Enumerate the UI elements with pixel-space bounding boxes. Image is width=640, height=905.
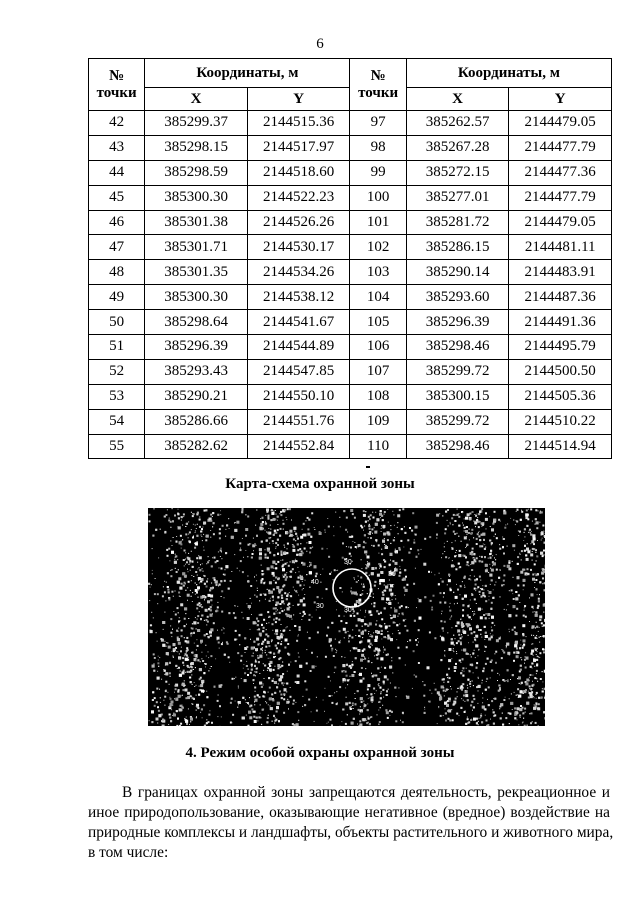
point-number-cell: 43: [89, 135, 145, 160]
point-number-cell: 55: [89, 434, 145, 459]
y-cell: 2144500.50: [509, 359, 612, 384]
map-image: [148, 508, 545, 726]
map-contour-label: 40: [311, 579, 319, 586]
point-number-cell: 50: [89, 310, 145, 335]
y-cell: 2144479.05: [509, 111, 612, 136]
point-number-cell: 54: [89, 409, 145, 434]
y-cell: 2144526.26: [247, 210, 350, 235]
point-number-cell: 47: [89, 235, 145, 260]
point-number-cell: 101: [350, 210, 406, 235]
table-row: [89, 260, 612, 285]
table-row: [89, 160, 612, 185]
y-cell: 2144477.79: [509, 185, 612, 210]
table-row: [89, 409, 612, 434]
y-cell: 2144530.17: [247, 235, 350, 260]
dash-mark: [366, 466, 370, 468]
y-cell: 2144479.05: [509, 210, 612, 235]
paragraph-line: иное природопользование, оказывающие негативное (вредное) воздействие на: [88, 804, 610, 821]
y-cell: 2144514.94: [509, 434, 612, 459]
x-cell: 385296.39: [145, 335, 248, 360]
x-cell: 385299.72: [406, 409, 509, 434]
map-contour-label: 30: [388, 571, 396, 578]
point-number-header-left: № точки: [89, 59, 145, 111]
y-cell: 2144517.97: [247, 135, 350, 160]
table-row: [89, 111, 612, 136]
point-number-cell: 100: [350, 185, 406, 210]
table-row: [89, 384, 612, 409]
x-cell: 385301.71: [145, 235, 248, 260]
point-number-cell: 107: [350, 359, 406, 384]
x-cell: 385281.72: [406, 210, 509, 235]
point-number-cell: 46: [89, 210, 145, 235]
y-cell: 2144550.10: [247, 384, 350, 409]
point-number-cell: 42: [89, 111, 145, 136]
x-cell: 385299.72: [406, 359, 509, 384]
y-cell: 2144538.12: [247, 285, 350, 310]
x-cell: 385300.30: [145, 185, 248, 210]
y-cell: 2144487.36: [509, 285, 612, 310]
x-cell: 385298.59: [145, 160, 248, 185]
x-cell: 385290.21: [145, 384, 248, 409]
table-body: [89, 111, 612, 459]
point-number-cell: 105: [350, 310, 406, 335]
x-cell: 385298.15: [145, 135, 248, 160]
point-number-cell: 48: [89, 260, 145, 285]
paragraph-line: природные комплексы и ландшафты, объекты растительного и животного мира,: [88, 824, 614, 841]
map-contour-label: 30: [316, 603, 324, 610]
paragraph-line: в том числе:: [88, 844, 169, 861]
x-cell: 385298.46: [406, 434, 509, 459]
coordinates-header-left: Координаты, м: [145, 59, 350, 88]
point-number-cell: 51: [89, 335, 145, 360]
point-number-cell: 106: [350, 335, 406, 360]
y-header-right: Y: [509, 88, 612, 111]
x-cell: 385262.57: [406, 111, 509, 136]
x-cell: 385299.37: [145, 111, 248, 136]
y-cell: 2144483.91: [509, 260, 612, 285]
y-cell: 2144481.11: [509, 235, 612, 260]
point-number-cell: 52: [89, 359, 145, 384]
coordinates-table: [88, 58, 612, 459]
y-cell: 2144544.89: [247, 335, 350, 360]
y-header-left: Y: [247, 88, 350, 111]
x-cell: 385300.30: [145, 285, 248, 310]
x-header-left: X: [145, 88, 248, 111]
point-number-cell: 108: [350, 384, 406, 409]
coordinates-header-right: Координаты, м: [406, 59, 611, 88]
x-cell: 385282.62: [145, 434, 248, 459]
x-cell: 385286.66: [145, 409, 248, 434]
x-cell: 385272.15: [406, 160, 509, 185]
y-cell: 2144477.36: [509, 160, 612, 185]
y-cell: 2144534.26: [247, 260, 350, 285]
section-title: 4. Режим особой охраны охранной зоны: [185, 745, 455, 761]
y-cell: 2144510.22: [509, 409, 612, 434]
point-number-cell: 45: [89, 185, 145, 210]
table-row: [89, 285, 612, 310]
point-number-cell: 110: [350, 434, 406, 459]
point-number-cell: 102: [350, 235, 406, 260]
point-number-cell: 44: [89, 160, 145, 185]
x-cell: 385298.46: [406, 335, 509, 360]
map-title: Карта-схема охранной зоны: [225, 476, 415, 492]
point-number-header-right: № точки: [350, 59, 406, 111]
point-number-cell: 98: [350, 135, 406, 160]
map-contour-label: 30: [344, 559, 352, 566]
x-cell: 385277.01: [406, 185, 509, 210]
table-row: [89, 335, 612, 360]
x-cell: 385301.35: [145, 260, 248, 285]
y-cell: 2144477.79: [509, 135, 612, 160]
table-row: [89, 135, 612, 160]
page-number: 6: [316, 36, 324, 52]
map-scheme: [148, 508, 545, 726]
point-number-cell: 103: [350, 260, 406, 285]
point-number-cell: 53: [89, 384, 145, 409]
y-cell: 2144505.36: [509, 384, 612, 409]
y-cell: 2144547.85: [247, 359, 350, 384]
point-number-cell: 97: [350, 111, 406, 136]
point-number-cell: 109: [350, 409, 406, 434]
x-cell: 385290.14: [406, 260, 509, 285]
y-cell: 2144491.36: [509, 310, 612, 335]
x-cell: 385293.60: [406, 285, 509, 310]
table-row: [89, 185, 612, 210]
x-header-right: X: [406, 88, 509, 111]
x-cell: 385286.15: [406, 235, 509, 260]
paragraph-line: В границах охранной зоны запрещаются деятельность, рекреационное и: [122, 784, 610, 801]
y-cell: 2144541.67: [247, 310, 350, 335]
x-cell: 385301.38: [145, 210, 248, 235]
table-row: [89, 210, 612, 235]
y-cell: 2144518.60: [247, 160, 350, 185]
x-cell: 385296.39: [406, 310, 509, 335]
point-number-cell: 104: [350, 285, 406, 310]
table-row: [89, 359, 612, 384]
point-number-cell: 99: [350, 160, 406, 185]
table-row: [89, 235, 612, 260]
x-cell: 385298.64: [145, 310, 248, 335]
x-cell: 385293.43: [145, 359, 248, 384]
regime-paragraph: [88, 783, 614, 863]
table-row: [89, 434, 612, 459]
y-cell: 2144495.79: [509, 335, 612, 360]
map-contour-label: 30: [344, 607, 352, 614]
y-cell: 2144522.23: [247, 185, 350, 210]
x-cell: 385267.28: [406, 135, 509, 160]
x-cell: 385300.15: [406, 384, 509, 409]
y-cell: 2144551.76: [247, 409, 350, 434]
y-cell: 2144552.84: [247, 434, 350, 459]
table-row: [89, 310, 612, 335]
point-number-cell: 49: [89, 285, 145, 310]
y-cell: 2144515.36: [247, 111, 350, 136]
